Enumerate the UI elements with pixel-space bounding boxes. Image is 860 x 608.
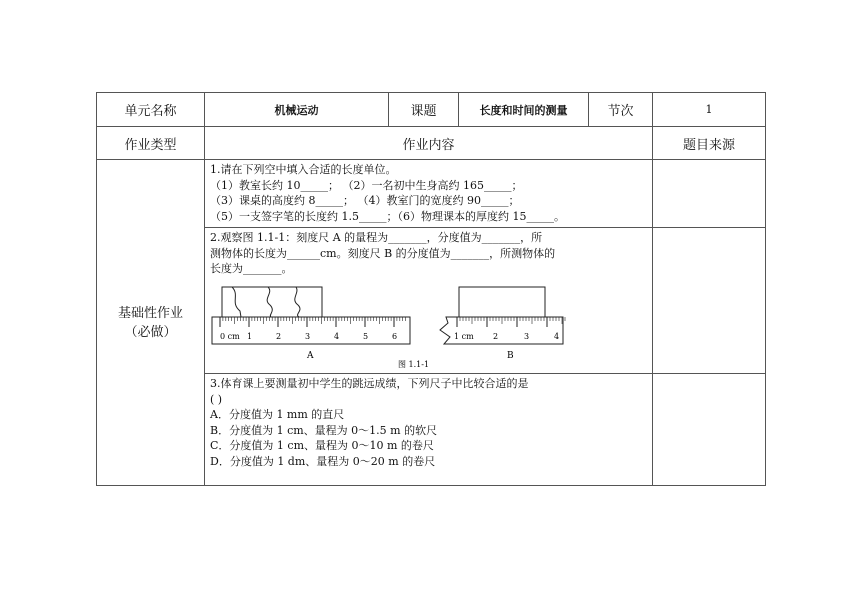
q3-option-b: B．分度值为 1 cm、量程为 0～1.5 m 的软尺	[210, 423, 438, 437]
ruler-a-tick-3: 3	[305, 331, 311, 341]
ruler-b-tick-1: 1 cm	[454, 331, 474, 341]
ruler-a-tick-4: 4	[334, 331, 340, 341]
q1-items-1-2: （1）教室长约 10_____； （2）一名初中生身高约 165_____；	[210, 178, 523, 192]
ruler-a-tick-0: 0 cm	[220, 331, 240, 341]
question-3	[205, 374, 653, 486]
q3-source	[653, 374, 766, 486]
ruler-a-tick-5: 5	[363, 331, 369, 341]
q3-prompt: 3.体育课上要测量初中学生的跳远成绩，下列尺子中比较合适的是	[210, 377, 529, 390]
ruler-a-tick-6: 6	[392, 331, 398, 341]
q3-option-d: D．分度值为 1 dm、量程为 0～20 m 的卷尺	[210, 454, 436, 468]
q3-answer-bracket: ( )	[210, 392, 223, 406]
q2-line-3: 长度为_______。	[210, 262, 293, 275]
header-row	[97, 93, 766, 127]
category-title: 基础性作业	[117, 305, 183, 321]
q1-source	[653, 160, 766, 228]
question-1	[205, 160, 653, 228]
ruler-b-object	[459, 287, 545, 317]
ruler-a-tick-1: 1	[247, 331, 253, 341]
column-type-header: 作业类型	[97, 127, 205, 160]
ruler-b-tick-2: 2	[493, 331, 499, 341]
q2-line-1: 2.观察图 1.1-1：刻度尺 A 的量程为_______，分度值为_______，所	[210, 231, 543, 244]
figure-caption: 图 1.1-1	[398, 359, 430, 369]
session-label: 节次	[589, 93, 653, 127]
q3-option-a: A．分度值为 1 mm 的直尺	[210, 408, 345, 421]
q1-items-3-4: （3）课桌的高度约 8_____； （4）教室门的宽度约 90_____；	[210, 194, 520, 207]
q2-line-2: 测物体的长度为______cm。刻度尺 B 的分度值为_______，所测物体的	[210, 246, 556, 260]
column-content-header: 作业内容	[205, 127, 653, 160]
question-2	[205, 228, 653, 374]
ruler-b-label: B	[507, 350, 514, 361]
q1-items-5-6: （5）一支签字笔的长度约 1.5_____；（6）物理课本的厚度约 15_____。	[210, 209, 565, 223]
column-source-header: 题目来源	[653, 127, 766, 160]
category-note: （必做）	[124, 324, 177, 340]
ruler-b-tick-3: 3	[524, 331, 530, 341]
ruler-a-object	[222, 287, 322, 317]
ruler-a-label: A	[307, 350, 314, 361]
topic-value: 长度和时间的测量	[459, 93, 589, 127]
question-1-row	[97, 160, 766, 228]
ruler-a-body	[212, 317, 410, 344]
ruler-b-tick-4: 4	[554, 331, 560, 341]
column-header-row	[97, 127, 766, 160]
topic-label: 课题	[389, 93, 459, 127]
q3-option-c: C．分度值为 1 cm、量程为 0～10 m 的卷尺	[210, 439, 434, 452]
session-value: 1	[653, 93, 766, 127]
q2-source	[653, 228, 766, 374]
ruler-figure	[210, 283, 580, 369]
worksheet-table	[96, 92, 766, 486]
unit-name-label: 单元名称	[97, 93, 205, 127]
ruler-a-tick-2: 2	[276, 331, 282, 341]
category-cell	[97, 160, 205, 486]
unit-name-value: 机械运动	[205, 93, 389, 127]
q1-prompt: 1.请在下列空中填入合适的长度单位。	[210, 163, 397, 176]
